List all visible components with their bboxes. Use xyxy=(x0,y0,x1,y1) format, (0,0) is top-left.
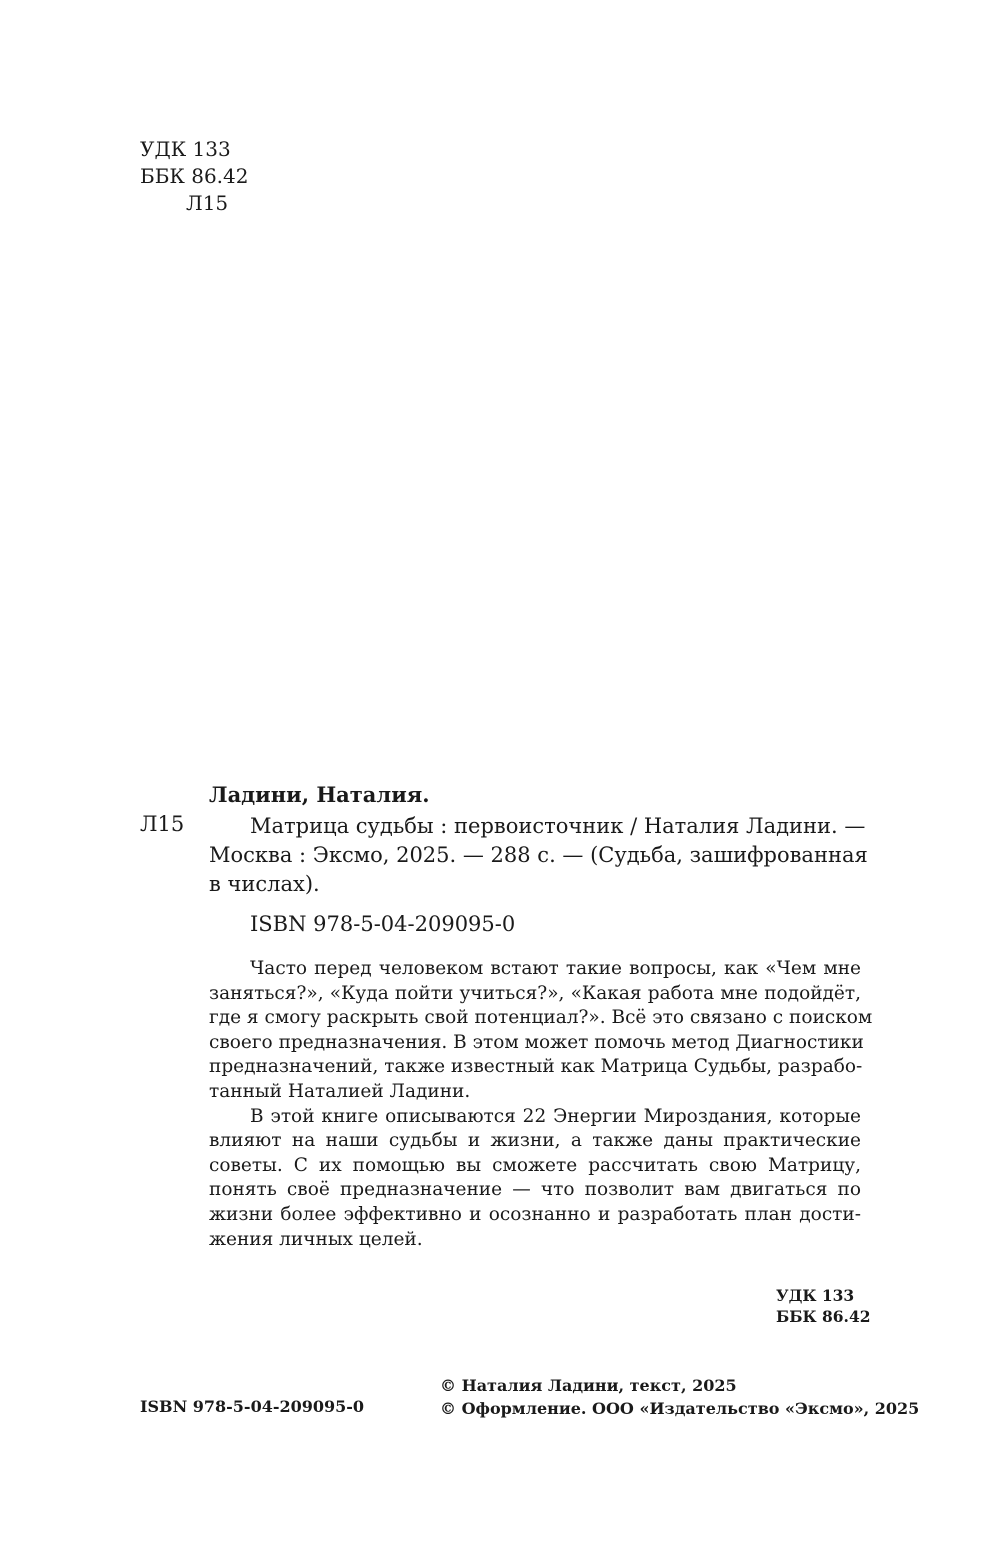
abstract-line: жения личных целей. xyxy=(209,1228,423,1250)
abstract-line: танный Наталией Ладини. xyxy=(209,1080,471,1102)
abstract-line: В этой книге описываются 22 Энергии Мироздания, которые xyxy=(250,1105,861,1127)
copyright-design: © Оформление. ООО «Издательство «Эксмо», 2025 xyxy=(440,1399,920,1418)
abstract-paragraph xyxy=(209,957,873,1105)
abstract-line: своего предназначения. В этом может помочь метод Диагностики xyxy=(209,1031,864,1053)
abstract-line: советы. С их помощью вы сможете рассчитать свою Матрицу, xyxy=(209,1154,861,1176)
classification-codes-bottom xyxy=(776,1285,871,1327)
udk-code: УДК 133 xyxy=(776,1286,855,1305)
classification-codes-top xyxy=(140,136,249,217)
record-author-mark: Л15 xyxy=(140,812,185,836)
description-line: Москва : Эксмо, 2025. — 288 с. — (Судьба, зашифрованная xyxy=(209,843,868,867)
author-mark: Л15 xyxy=(186,191,229,215)
abstract-line: понять своё предназначение — что позволит вам двигаться по xyxy=(209,1179,861,1201)
footer-isbn: ISBN 978-5-04-209095-0 xyxy=(140,1397,365,1416)
abstract-line: влияют на наши судьбы и жизни, а также даны практические xyxy=(209,1130,861,1152)
description-line: Матрица судьбы : первоисточник / Наталия Ладини. — xyxy=(250,814,866,838)
bibliographic-description xyxy=(209,812,868,899)
copyright-text: © Наталия Ладини, текст, 2025 xyxy=(440,1376,737,1395)
abstract xyxy=(209,957,873,1252)
copyright-block xyxy=(440,1374,919,1420)
abstract-line: заняться?», «Куда пойти учиться?», «Какая работа мне подойдёт, xyxy=(209,982,861,1004)
udk-code: УДК 133 xyxy=(140,137,231,161)
abstract-line: Часто перед человеком встают такие вопросы, как «Чем мне xyxy=(250,958,861,979)
abstract-line: жизни более эффективно и осознанно и разработать план дости- xyxy=(209,1203,861,1225)
abstract-line: где я смогу раскрыть свой потенциал?». Всё это связано с поиском xyxy=(209,1007,873,1029)
description-line: в числах). xyxy=(209,872,320,896)
bbk-code: ББК 86.42 xyxy=(140,164,249,188)
abstract-paragraph xyxy=(209,1105,861,1253)
isbn: ISBN 978-5-04-209095-0 xyxy=(250,912,516,936)
author-heading: Ладини, Наталия. xyxy=(209,782,430,807)
abstract-line: предназначений, также известный как Матрица Судьбы, разрабо- xyxy=(209,1056,863,1078)
bbk-code: ББК 86.42 xyxy=(776,1307,871,1326)
